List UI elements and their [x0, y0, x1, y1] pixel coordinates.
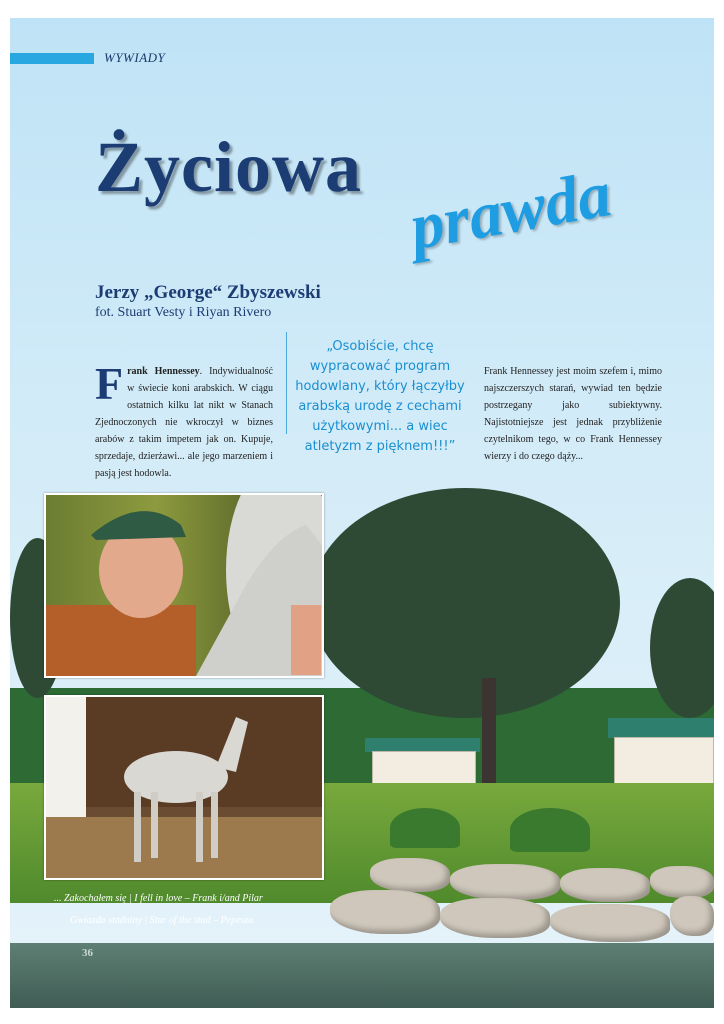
intro-column-right [484, 363, 662, 465]
quote-rule [286, 332, 287, 434]
pull-quote: „Osobiście, chcę wypracować program hodowlany, który łączyłby arabską urodę z cechami użytkowymi... a wiec atletyzm z pięknem!!!” [295, 339, 465, 454]
headline: Życiowa [95, 127, 362, 207]
section-accent-bar [10, 53, 94, 64]
oak-tree [310, 488, 620, 718]
pond [10, 943, 714, 1008]
caption-second: Gwiazda stadniny | Star of the stud – Pepesza [70, 915, 254, 926]
rock [440, 898, 550, 938]
rock [450, 864, 560, 900]
rock [550, 904, 670, 942]
palm-plant [510, 808, 590, 852]
intro-column-left [95, 358, 273, 482]
caption-first: ... Zakochałem się | I fell in love – Frank i/and Pilar [54, 893, 263, 904]
photo-illustration [46, 697, 322, 878]
house-right [614, 737, 714, 787]
drop-cap: F [95, 358, 124, 409]
intro-text: . Indywidualność w świecie koni arabskich. W ciągu ostatnich kilku lat nikt w Stanach Zjednoczonych nie wkroczył w biznes arabów z takim impetem jak on. Kupuje, sprzedaje, dzierżawi... ale jego marzeniem i pasją jest hodowla. [95, 366, 273, 479]
palm-plant [390, 808, 460, 848]
photo-frank-and-pilar [44, 493, 324, 678]
photo-pepesza [44, 695, 324, 880]
section-label: WYWIADY [104, 50, 166, 65]
rock [560, 868, 650, 902]
oak-trunk [482, 678, 496, 798]
rock [650, 866, 714, 898]
house-roof [365, 738, 480, 752]
photo-illustration [46, 495, 322, 676]
author: Jerzy „George“ Zbyszewski [95, 282, 321, 303]
photo-credit: fot. Stuart Vesty i Riyan Rivero [95, 305, 272, 320]
house [372, 751, 476, 787]
rock [330, 890, 440, 934]
page-number: 36 [82, 947, 93, 959]
rock [670, 896, 714, 936]
house-roof-right [608, 718, 714, 738]
lead-name: rank Hennessey [127, 366, 200, 377]
rock [370, 858, 450, 892]
headline-sub: prawda [404, 157, 617, 265]
intro-text-right: Frank Hennessey jest moim szefem i, mimo najszczerszych starań, wywiad ten będzie postrzegany jako subiektywny. Najistotniejsze jest jednak przybliżenie czytelnikom tego, w co Frank Hennessey wierzy i do czego dąży... [484, 366, 662, 462]
